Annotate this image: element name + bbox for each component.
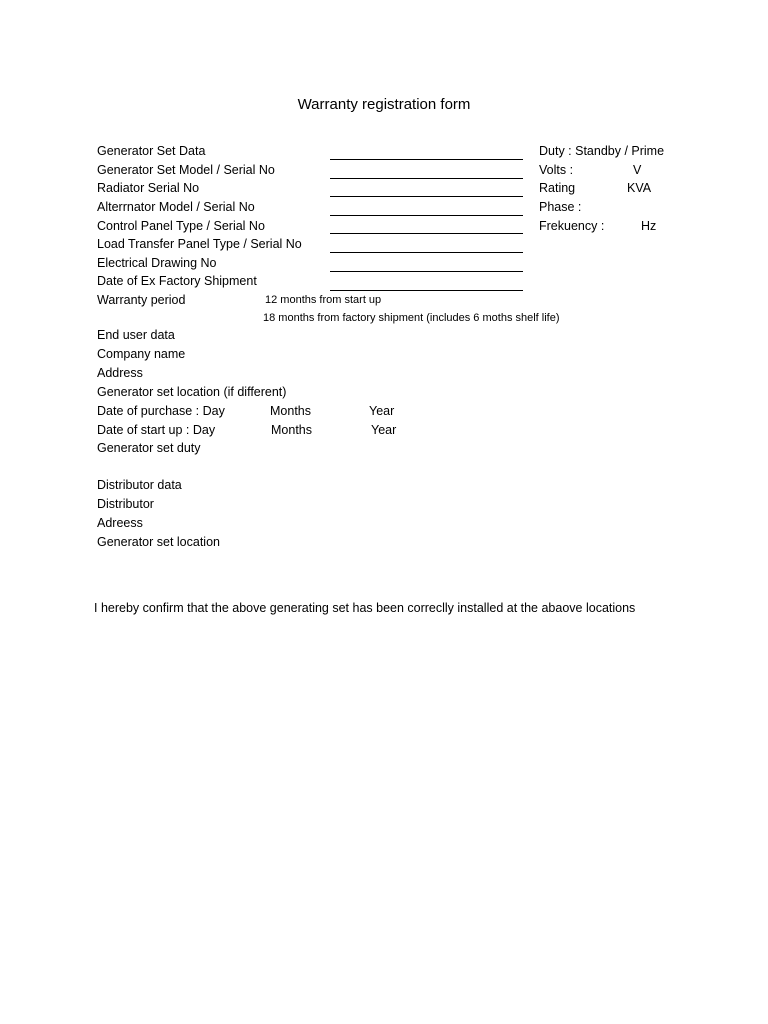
warranty-option-startup: 12 months from start up [265, 294, 382, 306]
volts-unit: V [633, 163, 642, 177]
warranty-option-shipment: 18 months from factory shipment (includes 6 moths shelf life) [263, 312, 560, 324]
purchase-months-label: Months [270, 404, 311, 418]
address-label: Address [97, 366, 143, 380]
rating-label: Rating [539, 181, 576, 195]
purchase-year-label: Year [369, 404, 395, 418]
confirmation-statement: I hereby confirm that the above generating set has been correclly installed at the abaove locations [94, 601, 636, 615]
form-title: Warranty registration form [297, 96, 471, 113]
electrical-drawing-line[interactable] [330, 271, 523, 272]
company-name-label: Company name [97, 347, 186, 361]
generator-set-data-label: Generator Set Data [97, 144, 206, 158]
generator-set-data-line[interactable] [330, 159, 523, 160]
radiator-serial-label: Radiator Serial No [97, 181, 200, 195]
generator-model-serial-line[interactable] [330, 178, 523, 179]
alternator-model-serial-line[interactable] [330, 215, 523, 216]
generator-model-serial-label: Generator Set Model / Serial No [97, 163, 275, 177]
control-panel-serial-line[interactable] [330, 233, 523, 234]
phase-label: Phase : [539, 200, 582, 214]
rating-unit: KVA [627, 181, 652, 195]
control-panel-serial-label: Control Panel Type / Serial No [97, 219, 265, 233]
startup-year-label: Year [371, 423, 397, 437]
distributor-label: Distributor [97, 497, 154, 511]
purchase-date-label: Date of purchase : Day [97, 404, 225, 418]
distributor-location-label: Generator set location [97, 535, 220, 549]
startup-date-label: Date of start up : Day [97, 423, 216, 437]
load-transfer-panel-label: Load Transfer Panel Type / Serial No [97, 237, 302, 251]
frequency-label: Frekuency : [539, 219, 605, 233]
alternator-model-serial-label: Alterrnator Model / Serial No [97, 200, 255, 214]
startup-months-label: Months [271, 423, 312, 437]
ex-factory-shipment-line[interactable] [330, 290, 523, 291]
warranty-period-label: Warranty period [97, 293, 186, 307]
frequency-unit: Hz [641, 219, 657, 233]
electrical-drawing-label: Electrical Drawing No [97, 256, 217, 270]
radiator-serial-line[interactable] [330, 196, 523, 197]
ex-factory-shipment-label: Date of Ex Factory Shipment [97, 274, 257, 288]
generator-location-label: Generator set location (if different) [97, 385, 287, 399]
volts-label: Volts : [539, 163, 574, 177]
distributor-address-label: Adreess [97, 516, 143, 530]
duty-label: Duty : Standby / Prime [539, 144, 665, 158]
load-transfer-panel-line[interactable] [330, 252, 523, 253]
end-user-heading: End user data [97, 328, 175, 342]
generator-duty-label: Generator set duty [97, 441, 201, 455]
distributor-heading: Distributor data [97, 478, 182, 492]
